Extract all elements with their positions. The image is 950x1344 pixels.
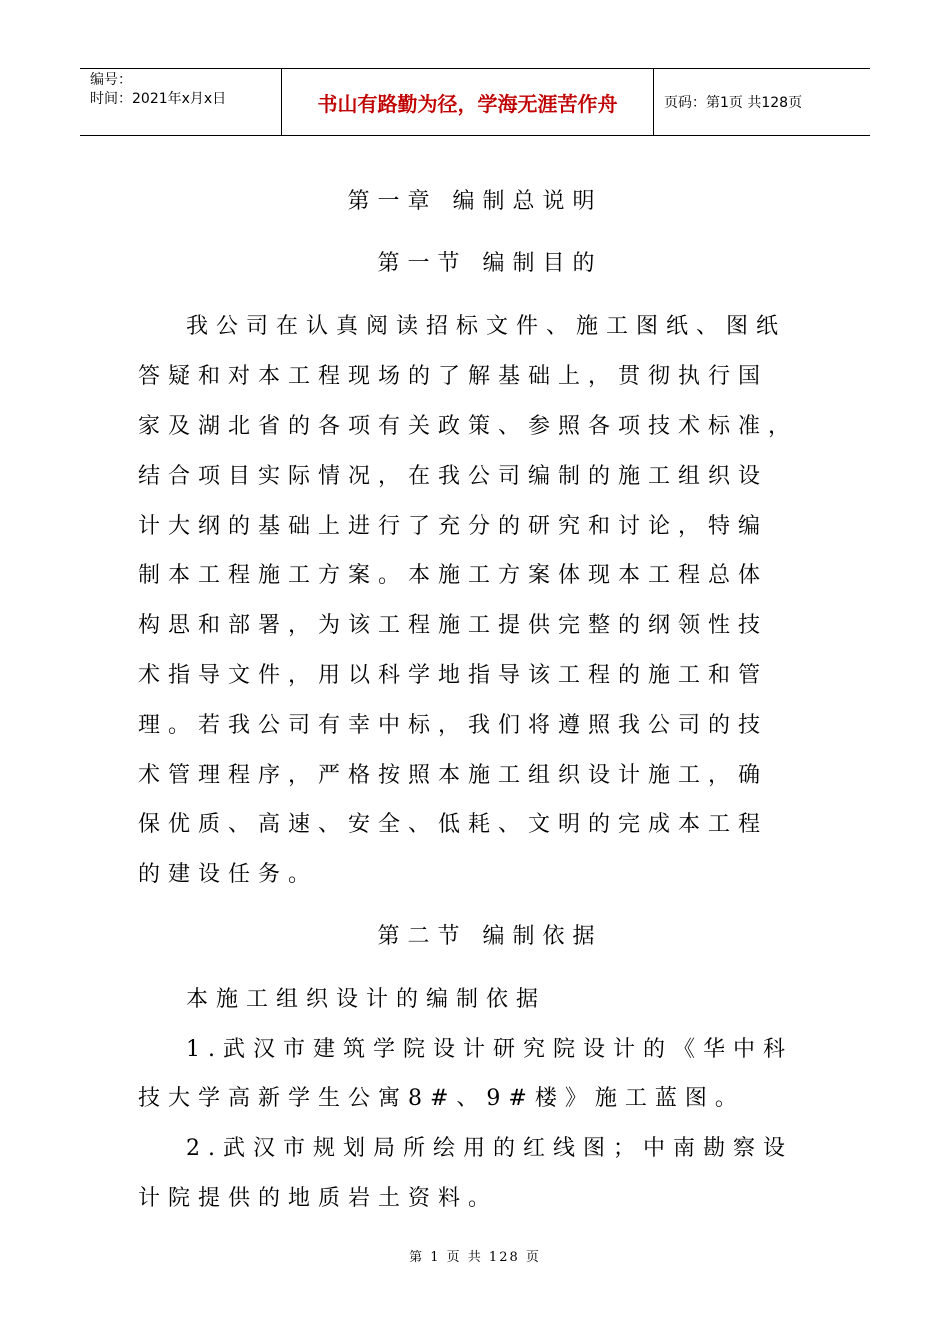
header-page-info: 页码：第1页 共128页 — [664, 95, 803, 111]
doc-number-label: 编号： — [90, 72, 132, 88]
header-meta — [80, 69, 282, 135]
page-header — [80, 68, 870, 136]
para1-line: 答疑和对本工程现场的了解基础上，贯彻执行国 — [138, 364, 769, 389]
para1-line: 制本工程施工方案。本施工方案体现本工程总体 — [138, 563, 769, 588]
section1-title: 第一节 编制目的 — [377, 251, 603, 276]
basis-intro: 本施工组织设计的编制依据 — [186, 987, 547, 1012]
page-footer: 第 1 页 共 128 页 — [409, 1250, 541, 1265]
doc-date-label: 时间：2021年x月x日 — [90, 91, 227, 107]
basis-item2-line: 计院提供的地质岩土资料。 — [138, 1186, 499, 1211]
header-motto: 书山有路勤为径，学海无涯苦作舟 — [282, 69, 654, 135]
para1-line: 理。若我公司有幸中标，我们将遵照我公司的技 — [138, 713, 769, 738]
para1-line: 术管理程序，严格按照本施工组织设计施工，确 — [138, 763, 769, 788]
para1-line: 计大纲的基础上进行了充分的研究和讨论，特编 — [138, 514, 769, 539]
basis-item2-line: 2.武汉市规划局所绘用的红线图；中南勘察设 — [186, 1136, 793, 1161]
para1-line: 保优质、高速、安全、低耗、文明的完成本工程 — [138, 812, 769, 837]
basis-item1-line: 1.武汉市建筑学院设计研究院设计的《华中科 — [186, 1037, 793, 1062]
para1-line: 构思和部署，为该工程施工提供完整的纲领性技 — [138, 613, 769, 638]
para1-line: 结合项目实际情况，在我公司编制的施工组织设 — [138, 464, 769, 489]
section2-title: 第二节 编制依据 — [377, 924, 603, 949]
para1-line: 我公司在认真阅读招标文件、施工图纸、图纸 — [186, 314, 787, 339]
para1-line: 术指导文件，用以科学地指导该工程的施工和管 — [138, 663, 769, 688]
para1-line: 的建设任务。 — [138, 862, 319, 887]
chapter-title: 第一章 编制总说明 — [347, 189, 603, 214]
para1-line: 家及湖北省的各项有关政策、参照各项技术标准， — [138, 414, 799, 439]
basis-item1-line: 技大学高新学生公寓8#、9#楼》施工蓝图。 — [138, 1086, 745, 1111]
